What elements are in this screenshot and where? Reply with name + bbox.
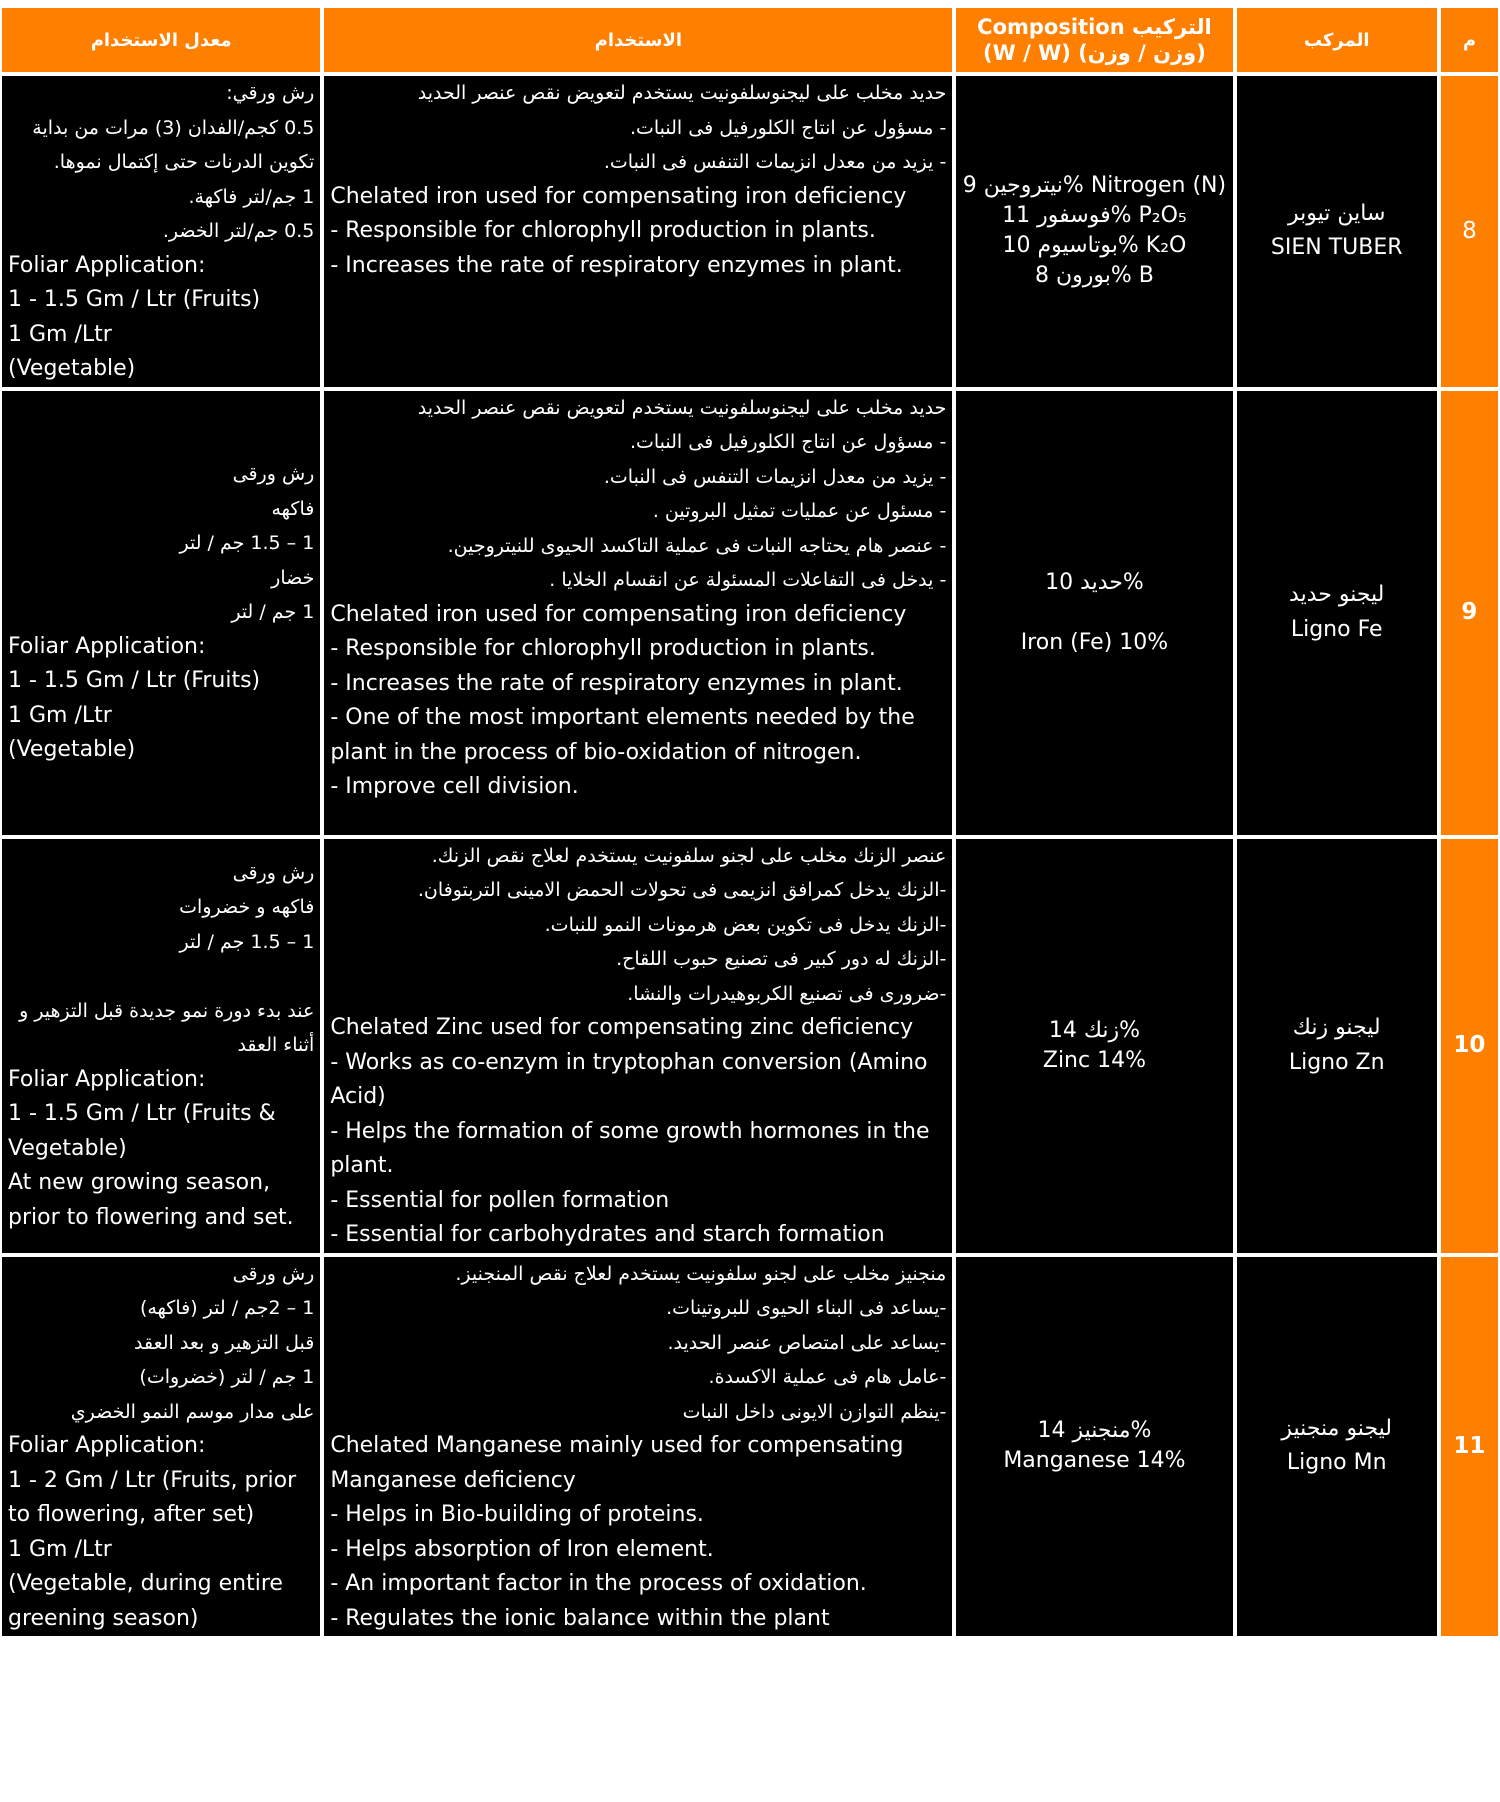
usage-ar-line: - مسؤول عن انتاج الكلورفيل فى النبات. <box>629 116 947 139</box>
usage-ar-line: - مسؤول عن انتاج الكلورفيل فى النبات. <box>629 431 947 453</box>
usage-en-line: Chelated Manganese mainly used for compensating Manganese deficiency <box>330 1433 904 1493</box>
usage-ar-line: -ضرورى فى تصنيع الكربوهيدرات والنشا. <box>627 982 947 1005</box>
header-composition <box>954 6 1234 74</box>
rate-cell <box>0 1255 322 1639</box>
usage-ar-line: -الزنك يدخل كمرافق انزيمى فى تحولات الحمض الامينى التربتوفان. <box>417 879 947 901</box>
rate-en-line: Foliar Application: <box>8 633 206 659</box>
rate-ar-line: فاكهه <box>271 497 315 520</box>
rate-ar-line: 0.5 جم/لتر الخضر. <box>162 220 315 242</box>
header-product: المركب <box>1235 6 1439 74</box>
composition-line: نيتروجين 9% Nitrogen (N) <box>962 173 1227 199</box>
rate-en-line: Foliar Application: <box>8 252 206 278</box>
usage-ar-line: -الزنك يدخل فى تكوين بعض هرمونات النمو للنبات. <box>544 913 947 936</box>
rate-en-line: 1 Gm /Ltr <box>8 1536 112 1562</box>
product-cell <box>1235 1255 1439 1639</box>
usage-ar-line: -الزنك له دور كبير فى تصنيع حبوب اللقاح. <box>616 948 947 970</box>
usage-ar-line: حديد مخلب على ليجنوسلفونيت يستخدم لتعويض نقص عنصر الحديد <box>417 82 947 104</box>
rate-en-line: At new growing season, prior to flowering and set. <box>8 1170 294 1230</box>
rate-en-line: (Vegetable) <box>8 356 136 381</box>
header-composition-bottom: (W / W) (وزن / وزن) <box>983 41 1206 65</box>
row-number: 10 <box>1439 837 1500 1255</box>
rate-cell <box>0 389 322 837</box>
usage-cell <box>322 1255 954 1639</box>
rate-ar-line <box>8 959 314 994</box>
composition-cell <box>954 1255 1234 1639</box>
usage-ar-line: -يساعد على امتصاص عنصر الحديد. <box>667 1331 947 1354</box>
usage-cell <box>322 389 954 837</box>
usage-en-line: Chelated Zinc used for compensating zinc deficiency <box>330 1015 914 1040</box>
rate-ar-line: رش ورقى <box>232 1262 315 1285</box>
rate-ar-line: على مدار موسم النمو الخضري <box>70 1400 315 1423</box>
composition-line: زنك 14% <box>1048 1017 1141 1043</box>
rate-ar-line: 1 جم / لتر (خضروات) <box>139 1366 315 1388</box>
usage-en-line: - Helps absorption of Iron element. <box>330 1536 714 1562</box>
row-number: 9 <box>1439 389 1500 837</box>
rate-en-line: (Vegetable, during entire greening season) <box>8 1571 283 1631</box>
product-name-ar: ليجنو حديد <box>1289 582 1385 607</box>
product-name-en: SIEN TUBER <box>1270 235 1403 261</box>
rate-cell <box>0 74 322 389</box>
product-name-ar: ليجنو منجنيز <box>1281 1415 1392 1441</box>
rate-ar-line: 0.5 كجم/الفدان (3) مرات من بداية تكوين الدرنات حتى إكتمال نموها. <box>32 116 315 173</box>
rate-en-line: 1 Gm /Ltr <box>8 702 112 728</box>
table-row <box>0 74 1500 389</box>
table-row <box>0 837 1500 1255</box>
rate-ar-line: خضار <box>271 566 315 589</box>
rate-en-line: (Vegetable) <box>8 737 136 763</box>
product-cell <box>1235 837 1439 1255</box>
rate-ar-line: فاكهه و خضروات <box>179 896 315 919</box>
rate-en-line: 1 Gm /Ltr <box>8 321 112 347</box>
table-row <box>0 389 1500 837</box>
usage-en-line: - Increases the rate of respiratory enzymes in plant. <box>330 252 903 278</box>
rate-en-line: 1 - 2 Gm / Ltr (Fruits, prior to flowering, after set) <box>8 1467 297 1527</box>
product-name-en: Ligno Zn <box>1288 1049 1385 1075</box>
composition-cell <box>954 74 1234 389</box>
composition-cell <box>954 389 1234 837</box>
usage-en-line: - One of the most important elements needed by the plant in the process of bio-oxidation of nitrogen. <box>330 705 915 765</box>
usage-ar-line: عنصر الزنك مخلب على لجنو سلفونيت يستخدم لعلاج نقص الزنك. <box>431 844 947 867</box>
usage-en-line: - Works as co-enzym in tryptophan conversion (Amino Acid) <box>330 1049 928 1109</box>
rate-ar-line: 1 جم / لتر <box>231 601 315 624</box>
composition-line: منجنيز 14% <box>1037 1418 1152 1444</box>
usage-en-line: - Responsible for chlorophyll production in plants. <box>330 636 876 661</box>
usage-ar-line: -يساعد فى البناء الحيوى للبروتينات. <box>666 1297 947 1319</box>
rate-en-line: 1 - 1.5 Gm / Ltr (Fruits) <box>8 668 261 694</box>
composition-line: Zinc 14% <box>1042 1047 1146 1073</box>
product-name-ar: ليجنو زنك <box>1292 1015 1381 1040</box>
usage-cell <box>322 837 954 1255</box>
rate-en-line: 1 - 1.5 Gm / Ltr (Fruits & Vegetable) <box>8 1101 276 1161</box>
header-rate: معدل الاستخدام <box>0 6 322 74</box>
rate-cell <box>0 837 322 1255</box>
usage-en-line: - Improve cell division. <box>330 774 579 799</box>
table-row <box>0 1255 1500 1639</box>
rate-ar-line: عند بدء دورة نمو جديدة قبل التزهير و أثناء العقد <box>19 999 315 1057</box>
rate-ar-line: 1 – 1.5 جم / لتر <box>179 532 315 555</box>
header-composition-top: Composition التركيب <box>977 15 1212 39</box>
product-name-en: Ligno Fe <box>1290 616 1383 642</box>
rate-ar-line: 1 جم/لتر فاكهة. <box>188 185 315 208</box>
composition-line <box>956 598 1232 628</box>
row-number: 8 <box>1439 74 1500 389</box>
usage-ar-line: - يزيد من معدل انزيمات التنفس فى النبات. <box>603 465 947 488</box>
composition-line: Manganese 14% <box>1003 1448 1186 1474</box>
product-cell <box>1235 389 1439 837</box>
usage-en-line: Chelated iron used for compensating iron deficiency <box>330 601 907 627</box>
usage-ar-line: -عامل هام فى عملية الاكسدة. <box>708 1366 947 1388</box>
row-number: 11 <box>1439 1255 1500 1639</box>
usage-en-line: - Essential for carbohydrates and starch formation <box>330 1222 885 1247</box>
usage-en-line: Chelated iron used for compensating iron deficiency <box>330 183 907 209</box>
rate-en-line: Foliar Application: <box>8 1066 206 1092</box>
usage-ar-line: -ينظم التوازن الايونى داخل النبات <box>682 1400 947 1423</box>
usage-ar-line: - يزيد من معدل انزيمات التنفس فى النبات. <box>603 151 947 173</box>
usage-ar-line: حديد مخلب على ليجنوسلفونيت يستخدم لتعويض نقص عنصر الحديد <box>417 396 947 419</box>
usage-ar-line: - يدخل فى التفاعلات المسئولة عن انقسام الخلايا . <box>549 569 947 591</box>
rate-en-line: 1 - 1.5 Gm / Ltr (Fruits) <box>8 287 261 312</box>
usage-cell <box>322 74 954 389</box>
usage-en-line: - Regulates the ionic balance within the plant <box>330 1605 830 1631</box>
rate-ar-line: 1 – 2جم / لتر (فاكهه) <box>139 1297 315 1319</box>
rate-ar-line: 1 – 1.5 جم / لتر <box>179 930 315 953</box>
header-number: م <box>1439 6 1500 74</box>
composition-line: فوسفور 11% P₂O₅ <box>1002 203 1187 229</box>
composition-line: Iron (Fe) 10% <box>1020 629 1169 655</box>
composition-line: بورون 8% B <box>1034 263 1154 289</box>
composition-cell <box>954 837 1234 1255</box>
header-usage: الاستخدام <box>322 6 954 74</box>
product-name-ar: ساين تيوبر <box>1288 200 1386 226</box>
usage-ar-line: - عنصر هام يحتاجه النبات فى عملية التاكسد الحيوى للنيتروجين. <box>447 534 947 557</box>
usage-en-line: - Essential for pollen formation <box>330 1187 670 1213</box>
product-cell <box>1235 74 1439 389</box>
usage-en-line: - Helps the formation of some growth hormones in the plant. <box>330 1118 930 1178</box>
rate-ar-line: رش ورقي: <box>226 82 315 104</box>
usage-en-line: - Increases the rate of respiratory enzymes in plant. <box>330 670 903 696</box>
rate-ar-line: رش ورقى <box>232 463 315 486</box>
table-header-row <box>0 6 1500 74</box>
usage-en-line: - Responsible for chlorophyll production in plants. <box>330 218 876 243</box>
rate-ar-line: قبل التزهير و بعد العقد <box>134 1331 315 1354</box>
rate-en-line: Foliar Application: <box>8 1433 206 1458</box>
composition-line: حديد 10% <box>1045 569 1144 595</box>
composition-line: بوتاسيوم 10% K₂O <box>1002 233 1187 259</box>
rate-ar-line: رش ورقى <box>232 861 315 884</box>
usage-en-line: - Helps in Bio-building of proteins. <box>330 1502 704 1527</box>
usage-en-line: - An important factor in the process of oxidation. <box>330 1571 867 1596</box>
usage-ar-line: - مسئول عن عمليات تمثيل البروتين . <box>652 500 947 522</box>
product-table <box>0 6 1500 1638</box>
usage-ar-line: منجنيز مخلب على لجنو سلفونيت يستخدم لعلاج نقص المنجنيز. <box>455 1262 947 1285</box>
product-name-en: Ligno Mn <box>1286 1450 1387 1476</box>
